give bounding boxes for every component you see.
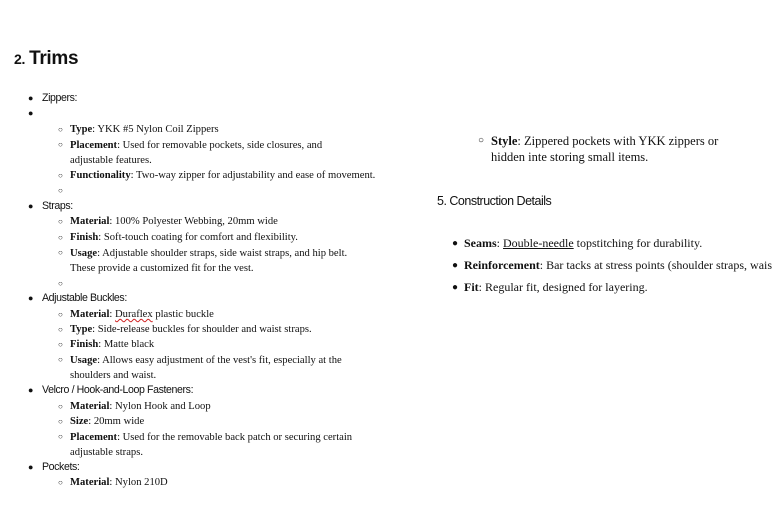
material-label: Material — [70, 309, 110, 320]
bullet-disc-icon: ● — [28, 462, 34, 472]
size-label: Size — [70, 416, 89, 427]
functionality-value: : Two-way zipper for adjustability and ease of movement. — [130, 170, 376, 181]
type-value: : YKK #5 Nylon Coil Zippers — [92, 124, 219, 135]
bullet-circle-icon: ○ — [58, 417, 63, 426]
pockets-label: Pockets — [42, 461, 77, 473]
usage-value: : Adjustable shoulder straps, side waist straps, and hip belt. These provide a customized fit for the vest. — [70, 248, 348, 274]
bullet-circle-icon: ○ — [478, 135, 485, 146]
seams-rest: topstitching for durability. — [573, 236, 703, 250]
construction-heading: 5. Construction Details — [437, 194, 552, 208]
bullet-circle-icon: ○ — [58, 310, 63, 319]
straps-label: Straps — [42, 200, 71, 212]
velcro-label: Velcro / Hook-and-Loop Fasteners — [42, 384, 191, 396]
reinforcement-label: Reinforcement — [464, 258, 540, 272]
reinforcement-value: : Bar tacks at stress points (shoulder straps, wais — [539, 258, 772, 272]
bullet-circle-icon: ○ — [58, 279, 63, 288]
functionality-label: Functionality — [70, 170, 131, 181]
bullet-circle-icon: ○ — [58, 325, 63, 334]
fit-label: Fit — [464, 280, 479, 294]
fit-value: : Regular fit, designed for layering. — [478, 280, 648, 294]
usage-label: Usage — [70, 248, 98, 259]
seams-label: Seams — [464, 236, 497, 250]
bullet-circle-icon: ○ — [58, 233, 63, 242]
bullet-disc-icon: ● — [28, 385, 34, 395]
bullet-circle-icon: ○ — [58, 171, 63, 180]
size-value: : 20mm wide — [88, 416, 145, 427]
style-value: : Zippered pockets with YKK zippers or hidden inte storing small items. — [491, 134, 719, 164]
bullet-circle-icon: ○ — [58, 140, 63, 149]
bullet-disc-icon: ● — [28, 108, 34, 118]
section-number: 2. — [14, 51, 26, 67]
bullet-circle-icon: ○ — [58, 248, 63, 257]
material-word: Duraflex — [115, 309, 153, 320]
placement-label: Placement — [70, 140, 118, 151]
material-label: Material — [70, 216, 110, 227]
bullet-disc-icon: ● — [28, 293, 34, 303]
bullet-circle-icon: ○ — [58, 186, 63, 195]
bullet-circle-icon: ○ — [58, 355, 63, 364]
usage-value: : Allows easy adjustment of the vest's fit, especially at the shoulders and waist. — [70, 355, 342, 381]
buckles-label: Adjustable Buckles — [42, 292, 125, 304]
material-label: Material — [70, 477, 110, 488]
bullet-circle-icon: ○ — [58, 125, 63, 134]
type-value: : Side-release buckles for shoulder and waist straps. — [92, 324, 312, 335]
material-label: Material — [70, 401, 110, 412]
type-label: Type — [70, 124, 93, 135]
material-rest: plastic buckle — [152, 309, 214, 320]
placement-value: : Used for the removable back patch or securing certain adjustable straps. — [70, 432, 353, 458]
material-value: : Nylon 210D — [109, 477, 168, 488]
style-label: Style — [491, 134, 518, 148]
finish-value: : Matte black — [98, 339, 155, 350]
zippers-label: Zippers — [42, 92, 75, 104]
bullet-disc-icon: ● — [452, 238, 459, 249]
bullet-circle-icon: ○ — [58, 402, 63, 411]
seams-word: Double-needle — [503, 236, 574, 250]
material-value: : Nylon Hook and Loop — [109, 401, 211, 412]
bullet-circle-icon: ○ — [58, 478, 63, 487]
bullet-disc-icon: ● — [28, 201, 34, 211]
section-title: Trims — [29, 48, 79, 69]
bullet-disc-icon: ● — [452, 260, 459, 271]
type-label: Type — [70, 324, 93, 335]
seams-colon: : — [496, 236, 504, 250]
bullet-circle-icon: ○ — [58, 217, 63, 226]
bullet-disc-icon: ● — [28, 93, 34, 103]
placement-label: Placement — [70, 432, 118, 443]
material-value: : 100% Polyester Webbing, 20mm wide — [109, 216, 278, 227]
bullet-circle-icon: ○ — [58, 340, 63, 349]
finish-label: Finish — [70, 232, 99, 243]
left-column: ● Zippers: ● ○ Type: YKK #5 Nylon Coil Zippers ○ Placement: Used for removable pockets, side closures, and adjustable features. ○ Functionality: Two-way zipper for adjustability and ease of movement. ○ ● Straps: ○ Material: 100% Polyester Webbing, 20mm wide ○ Finish: Soft-touch coating for comfort and flexibility. ○ Usage: Adjustable shoulder straps, side waist straps, and hip belt. These provide a customized fit for the vest. ○ ● Adjustable Buckles: ○ Material: Duraflex plastic buckle ○ Type: Side-release buckles for shoulder and waist straps. ○ Finish: Matte black ○ Usage: Allows easy adjustment of the vest's fit, especially at the shoulders and waist. ● Velcro / Hook-and-Loop Fasteners: ○ Material: Nylon Hook and Loop ○ Size: 20mm wide ○ Placement: Used for the removable back patch or securing certain adjustable straps. ● Pockets: ○ Material: Nylon 210D — [28, 92, 376, 488]
bullet-circle-icon: ○ — [58, 432, 63, 441]
placement-value: : Used for removable pockets, side closures, and adjustable features. — [70, 140, 323, 166]
usage-label: Usage — [70, 355, 98, 366]
finish-value: : Soft-touch coating for comfort and flexibility. — [98, 232, 298, 243]
finish-label: Finish — [70, 339, 99, 350]
bullet-disc-icon: ● — [452, 282, 459, 293]
